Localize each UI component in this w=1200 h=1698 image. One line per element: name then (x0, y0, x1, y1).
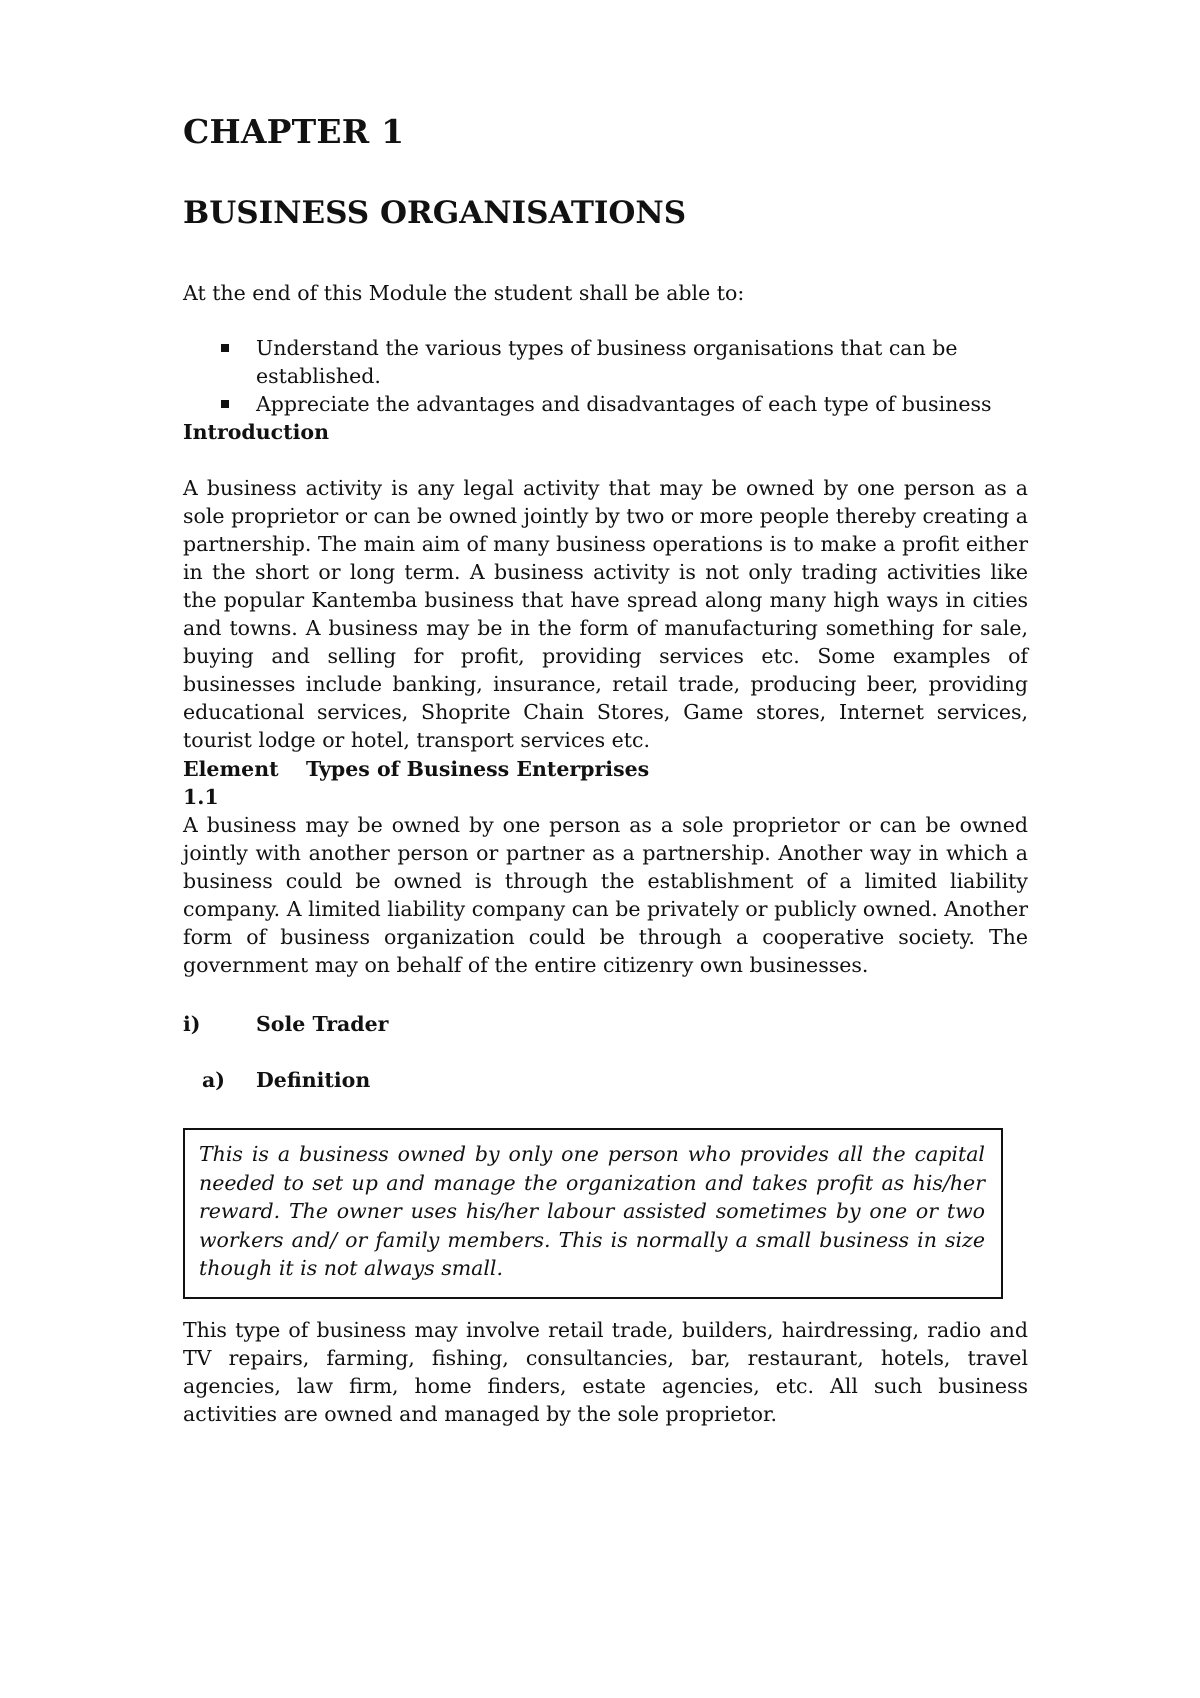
definition-number: a) (202, 1068, 225, 1092)
sole-trader-title: Sole Trader (256, 1012, 389, 1036)
objectives-intro: At the end of this Module the student shall be able to: (183, 281, 745, 305)
objective-item (183, 390, 1028, 418)
square-bullet-icon (221, 400, 229, 408)
element-paragraph: A business may be owned by one person as a sole proprietor or can be owned jointly with another person or partner as a partnership. Another way in which a business could be owned is through the establishment of a limited liability company. A limited liability company can be privately or publicly owned. Another form of business organization could be through a cooperative society. The government may on behalf of the entire citizenry own businesses. (183, 813, 1028, 977)
definition-text: This is a business owned by only one person who provides all the capital needed to set up and manage the organization and takes profit as his/her reward. The owner uses his/her labour assisted sometimes by one or two workers and/ or family members. This is normally a small business in size though it is not always small. (199, 1142, 985, 1280)
sole-trader-paragraph: This type of business may involve retail trade, builders, hairdressing, radio and TV repairs, farming, fishing, consultancies, bar, restaurant, hotels, travel agencies, law firm, home finders, estate agencies, etc. All such business activities are owned and managed by the sole proprietor. (183, 1318, 1028, 1426)
introduction-paragraph: A business activity is any legal activity that may be owned by one person as a sole proprietor or can be owned jointly by two or more people thereby creating a partnership. The main aim of many business operations is to make a profit either in the short or long term. A business activity is not only trading activities like the popular Kantemba business that have spread along many high ways in cities and towns. A business may be in the form of manufacturing something for sale, buying and selling for profit, providing services etc. Some examples of businesses include banking, insurance, retail trade, producing beer, providing educational services, Shoprite Chain Stores, Game stores, Internet services, tourist lodge or hotel, transport services etc. (183, 476, 1028, 752)
definition-box (183, 1128, 1003, 1299)
introduction-heading: Introduction (183, 420, 329, 444)
sole-trader-number: i) (183, 1012, 201, 1036)
element-number: Element 1.1 (183, 757, 279, 809)
definition-heading (202, 1066, 370, 1094)
objectives-list (183, 334, 1028, 418)
objective-text: Understand the various types of business organisations that can be established. (256, 336, 958, 388)
chapter-number: CHAPTER 1 (183, 112, 405, 151)
element-title: Types of Business Enterprises (306, 757, 650, 781)
square-bullet-icon (221, 344, 229, 352)
element-heading (183, 755, 649, 811)
sole-trader-heading (183, 1010, 388, 1038)
chapter-title: BUSINESS ORGANISATIONS (183, 195, 687, 231)
objective-item (183, 334, 1028, 390)
objective-text: Appreciate the advantages and disadvantages of each type of business (256, 392, 992, 416)
definition-title: Definition (256, 1068, 371, 1092)
